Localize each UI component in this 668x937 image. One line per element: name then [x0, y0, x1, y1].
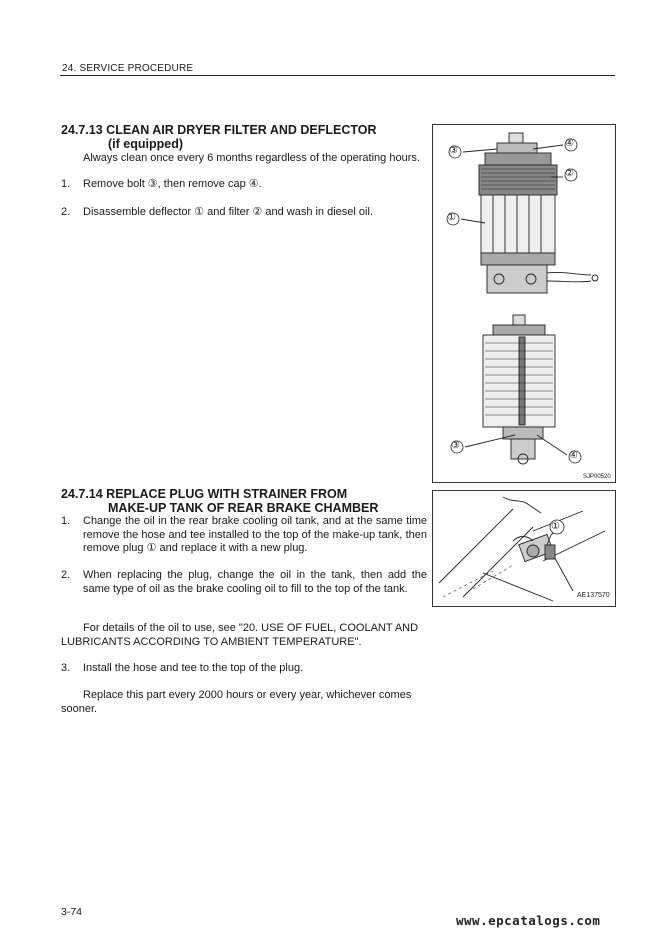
plug-strainer-figure — [432, 490, 616, 607]
step-number: 2. — [61, 569, 71, 581]
callout-label: ④ — [569, 450, 578, 461]
procedure-step — [61, 515, 427, 556]
callout-label: ③ — [449, 145, 458, 156]
page-header-title: 24. SERVICE PROCEDURE — [62, 63, 194, 74]
header-divider — [60, 75, 615, 76]
step-text: Change the oil in the rear brake cooling oil tank, and at the same time remove the hose and tee installed to the top of the make-up tank, then remove plug ① and replace it with a new plug. — [83, 515, 427, 554]
procedure-step — [61, 569, 427, 596]
step-number: 1. — [61, 178, 71, 190]
section-subtitle: (if equipped) — [108, 137, 183, 151]
figure-code: SJP00520 — [583, 474, 611, 480]
section-subtitle: MAKE-UP TANK OF REAR BRAKE CHAMBER — [108, 501, 379, 515]
procedure-step — [61, 662, 427, 676]
callout-label: ③ — [451, 440, 460, 451]
note-text: For details of the oil to use, see "20. USE OF FUEL, COOLANT AND LUBRICANTS ACCORDING TO AMBIENT TEMPERATURE". — [61, 622, 419, 648]
air-dryer-illustration — [433, 125, 615, 482]
callout-label: ① — [447, 212, 456, 223]
section-title: 24.7.13 CLEAN AIR DRYER FILTER AND DEFLECTOR — [61, 123, 377, 137]
callout-label: ④ — [565, 138, 574, 149]
step-text: Remove bolt ③, then remove cap ④. — [83, 178, 262, 190]
step-number: 2. — [61, 206, 71, 218]
air-dryer-figure — [432, 124, 616, 483]
page-number: 3-74 — [61, 906, 83, 918]
step-text: Disassemble deflector ① and filter ② and wash in diesel oil. — [83, 206, 373, 218]
note-paragraph — [61, 622, 427, 649]
step-text: When replacing the plug, change the oil in the tank, then add the same type of oil as the brake cooling oil to fill to the top of the tank. — [83, 569, 427, 595]
watermark-link[interactable]: www.epcatalogs.com — [456, 913, 601, 928]
figure-code: AE137570 — [577, 592, 610, 599]
plug-strainer-illustration — [433, 491, 615, 606]
intro-paragraph — [61, 152, 427, 166]
callout-label: ① — [551, 521, 560, 532]
step-text: Install the hose and tee to the top of the plug. — [83, 662, 304, 674]
procedure-step — [61, 178, 427, 192]
section-title: 24.7.14 REPLACE PLUG WITH STRAINER FROM — [61, 487, 348, 501]
replacement-interval-text: Replace this part every 2000 hours or every year, whichever comes sooner. — [61, 689, 412, 715]
callout-label: ② — [565, 168, 574, 179]
intro-text: Always clean once every 6 months regardless of the operating hours. — [83, 152, 420, 164]
step-number: 1. — [61, 515, 71, 527]
procedure-step — [61, 206, 427, 220]
step-number: 3. — [61, 662, 71, 674]
replacement-interval-paragraph — [61, 689, 427, 716]
